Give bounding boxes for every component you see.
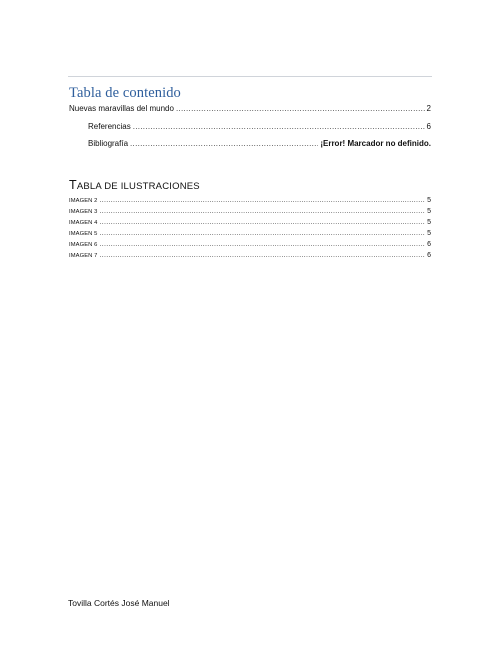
illustration-label: IMAGEN 3 (69, 209, 98, 215)
toc-entry[interactable] (88, 139, 431, 149)
illustration-entry[interactable] (69, 241, 431, 249)
toc-entry-label: Referencias (88, 122, 131, 131)
dot-leader (100, 252, 426, 260)
illustration-label: IMAGEN 4 (69, 220, 98, 226)
dot-leader (133, 122, 425, 132)
illustration-label: IMAGEN 2 (69, 198, 98, 204)
illustration-entry[interactable] (69, 208, 431, 216)
dot-leader (176, 104, 425, 114)
toc-entry[interactable] (88, 122, 431, 132)
illustration-page: 5 (427, 219, 431, 226)
illustration-page: 5 (427, 208, 431, 215)
illustrations-heading-initial: T (69, 178, 77, 192)
dot-leader (100, 197, 426, 205)
illustration-page: 6 (427, 241, 431, 248)
illustration-entry[interactable] (69, 219, 431, 227)
header-divider (68, 76, 432, 77)
toc-heading: Tabla de contenido (69, 85, 181, 101)
toc-entry-page: 6 (426, 122, 431, 131)
illustration-label: IMAGEN 5 (69, 231, 98, 237)
illustration-entry[interactable] (69, 252, 431, 260)
illustration-label: IMAGEN 6 (69, 242, 98, 248)
toc-entry-label: Bibliografía (88, 139, 129, 148)
dot-leader (100, 219, 426, 227)
footer-author: Tovilla Cortés José Manuel (68, 598, 170, 608)
toc-entry[interactable] (69, 104, 431, 114)
toc-entry-error: ¡Error! Marcador no definido. (320, 139, 431, 148)
illustration-label: IMAGEN 7 (69, 253, 98, 259)
illustration-page: 5 (427, 230, 431, 237)
illustration-entry[interactable] (69, 230, 431, 238)
toc-entry-page: 2 (426, 104, 431, 113)
toc-entry-label: Nuevas maravillas del mundo (69, 104, 174, 113)
dot-leader (100, 241, 426, 249)
dot-leader (100, 230, 426, 238)
dot-leader (100, 208, 426, 216)
illustrations-heading-rest: ABLA DE ILUSTRACIONES (76, 181, 200, 192)
illustration-entry[interactable] (69, 197, 431, 205)
illustrations-heading (69, 178, 200, 192)
illustration-page: 6 (427, 252, 431, 259)
illustration-page: 5 (427, 197, 431, 204)
dot-leader (130, 139, 318, 149)
